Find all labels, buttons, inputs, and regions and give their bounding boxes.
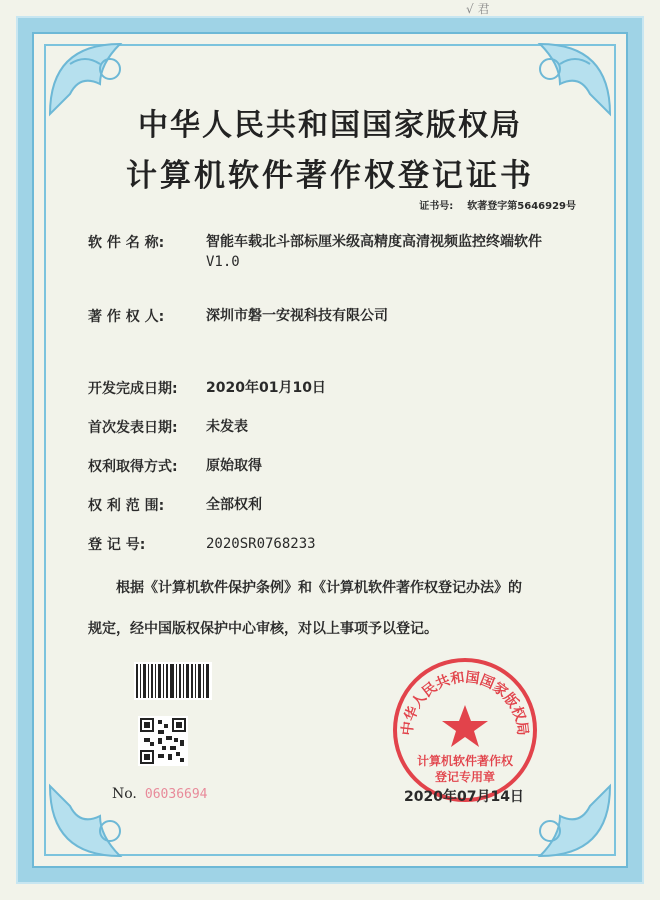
field-value: 智能车载北斗部标厘米级高精度高清视频监控终端软件 <box>206 234 542 250</box>
field-value: 2020年01月10日 <box>206 380 326 396</box>
seal-outer-text: 中华人民共和国国家版权局 <box>399 669 531 737</box>
field-label: 著 作 权 人: <box>88 309 165 325</box>
field-value: 原始取得 <box>206 458 262 474</box>
field-label: 软 件 名 称: <box>88 235 165 251</box>
field-label: 开发完成日期: <box>88 381 178 397</box>
issuer-title: 中华人民共和国国家版权局 <box>138 108 522 143</box>
seal-inner-line2: 登记专用章 <box>434 770 496 784</box>
serial-number-label: No. <box>112 786 137 802</box>
field-value: 深圳市磐一安视科技有限公司 <box>206 308 388 324</box>
certificate-number-label: 证书号: <box>419 201 454 212</box>
barcode-icon <box>134 662 212 700</box>
field-value-version: V1.0 <box>206 254 240 270</box>
field-label: 登 记 号: <box>88 537 146 553</box>
field-completion-date <box>88 378 566 398</box>
field-label: 权利取得方式: <box>88 459 178 475</box>
serial-number <box>112 786 208 802</box>
field-acquire-method <box>88 456 566 476</box>
field-label: 权 利 范 围: <box>88 498 165 514</box>
field-label: 首次发表日期: <box>88 420 178 436</box>
field-software-name <box>88 232 566 272</box>
field-value: 未发表 <box>206 419 248 435</box>
seal-inner-line1: 计算机软件著作权 <box>416 754 514 768</box>
field-rights-scope <box>88 495 566 515</box>
serial-number-value: 06036694 <box>144 787 208 802</box>
statement-line2: 规定，经中国版权保护中心审核，对以上事项予以登记。 <box>88 621 438 637</box>
handwritten-note: √ 君 <box>466 2 490 16</box>
certificate-number-value: 软著登字第5646929号 <box>467 201 576 212</box>
field-value: 全部权利 <box>206 497 262 513</box>
official-seal <box>390 655 540 805</box>
field-registration-number <box>88 534 566 554</box>
field-value: 2020SR0768233 <box>206 536 316 552</box>
certificate-title: 计算机软件著作权登记证书 <box>126 158 534 194</box>
star-icon <box>442 705 488 747</box>
qr-code-icon <box>138 716 188 766</box>
statement-line1: 根据《计算机软件保护条例》和《计算机软件著作权登记办法》的 <box>116 580 522 596</box>
certificate-number <box>419 197 576 212</box>
field-publish-date <box>88 417 566 437</box>
field-owner <box>88 306 566 326</box>
issue-date: 2020年07月14日 <box>404 789 524 805</box>
